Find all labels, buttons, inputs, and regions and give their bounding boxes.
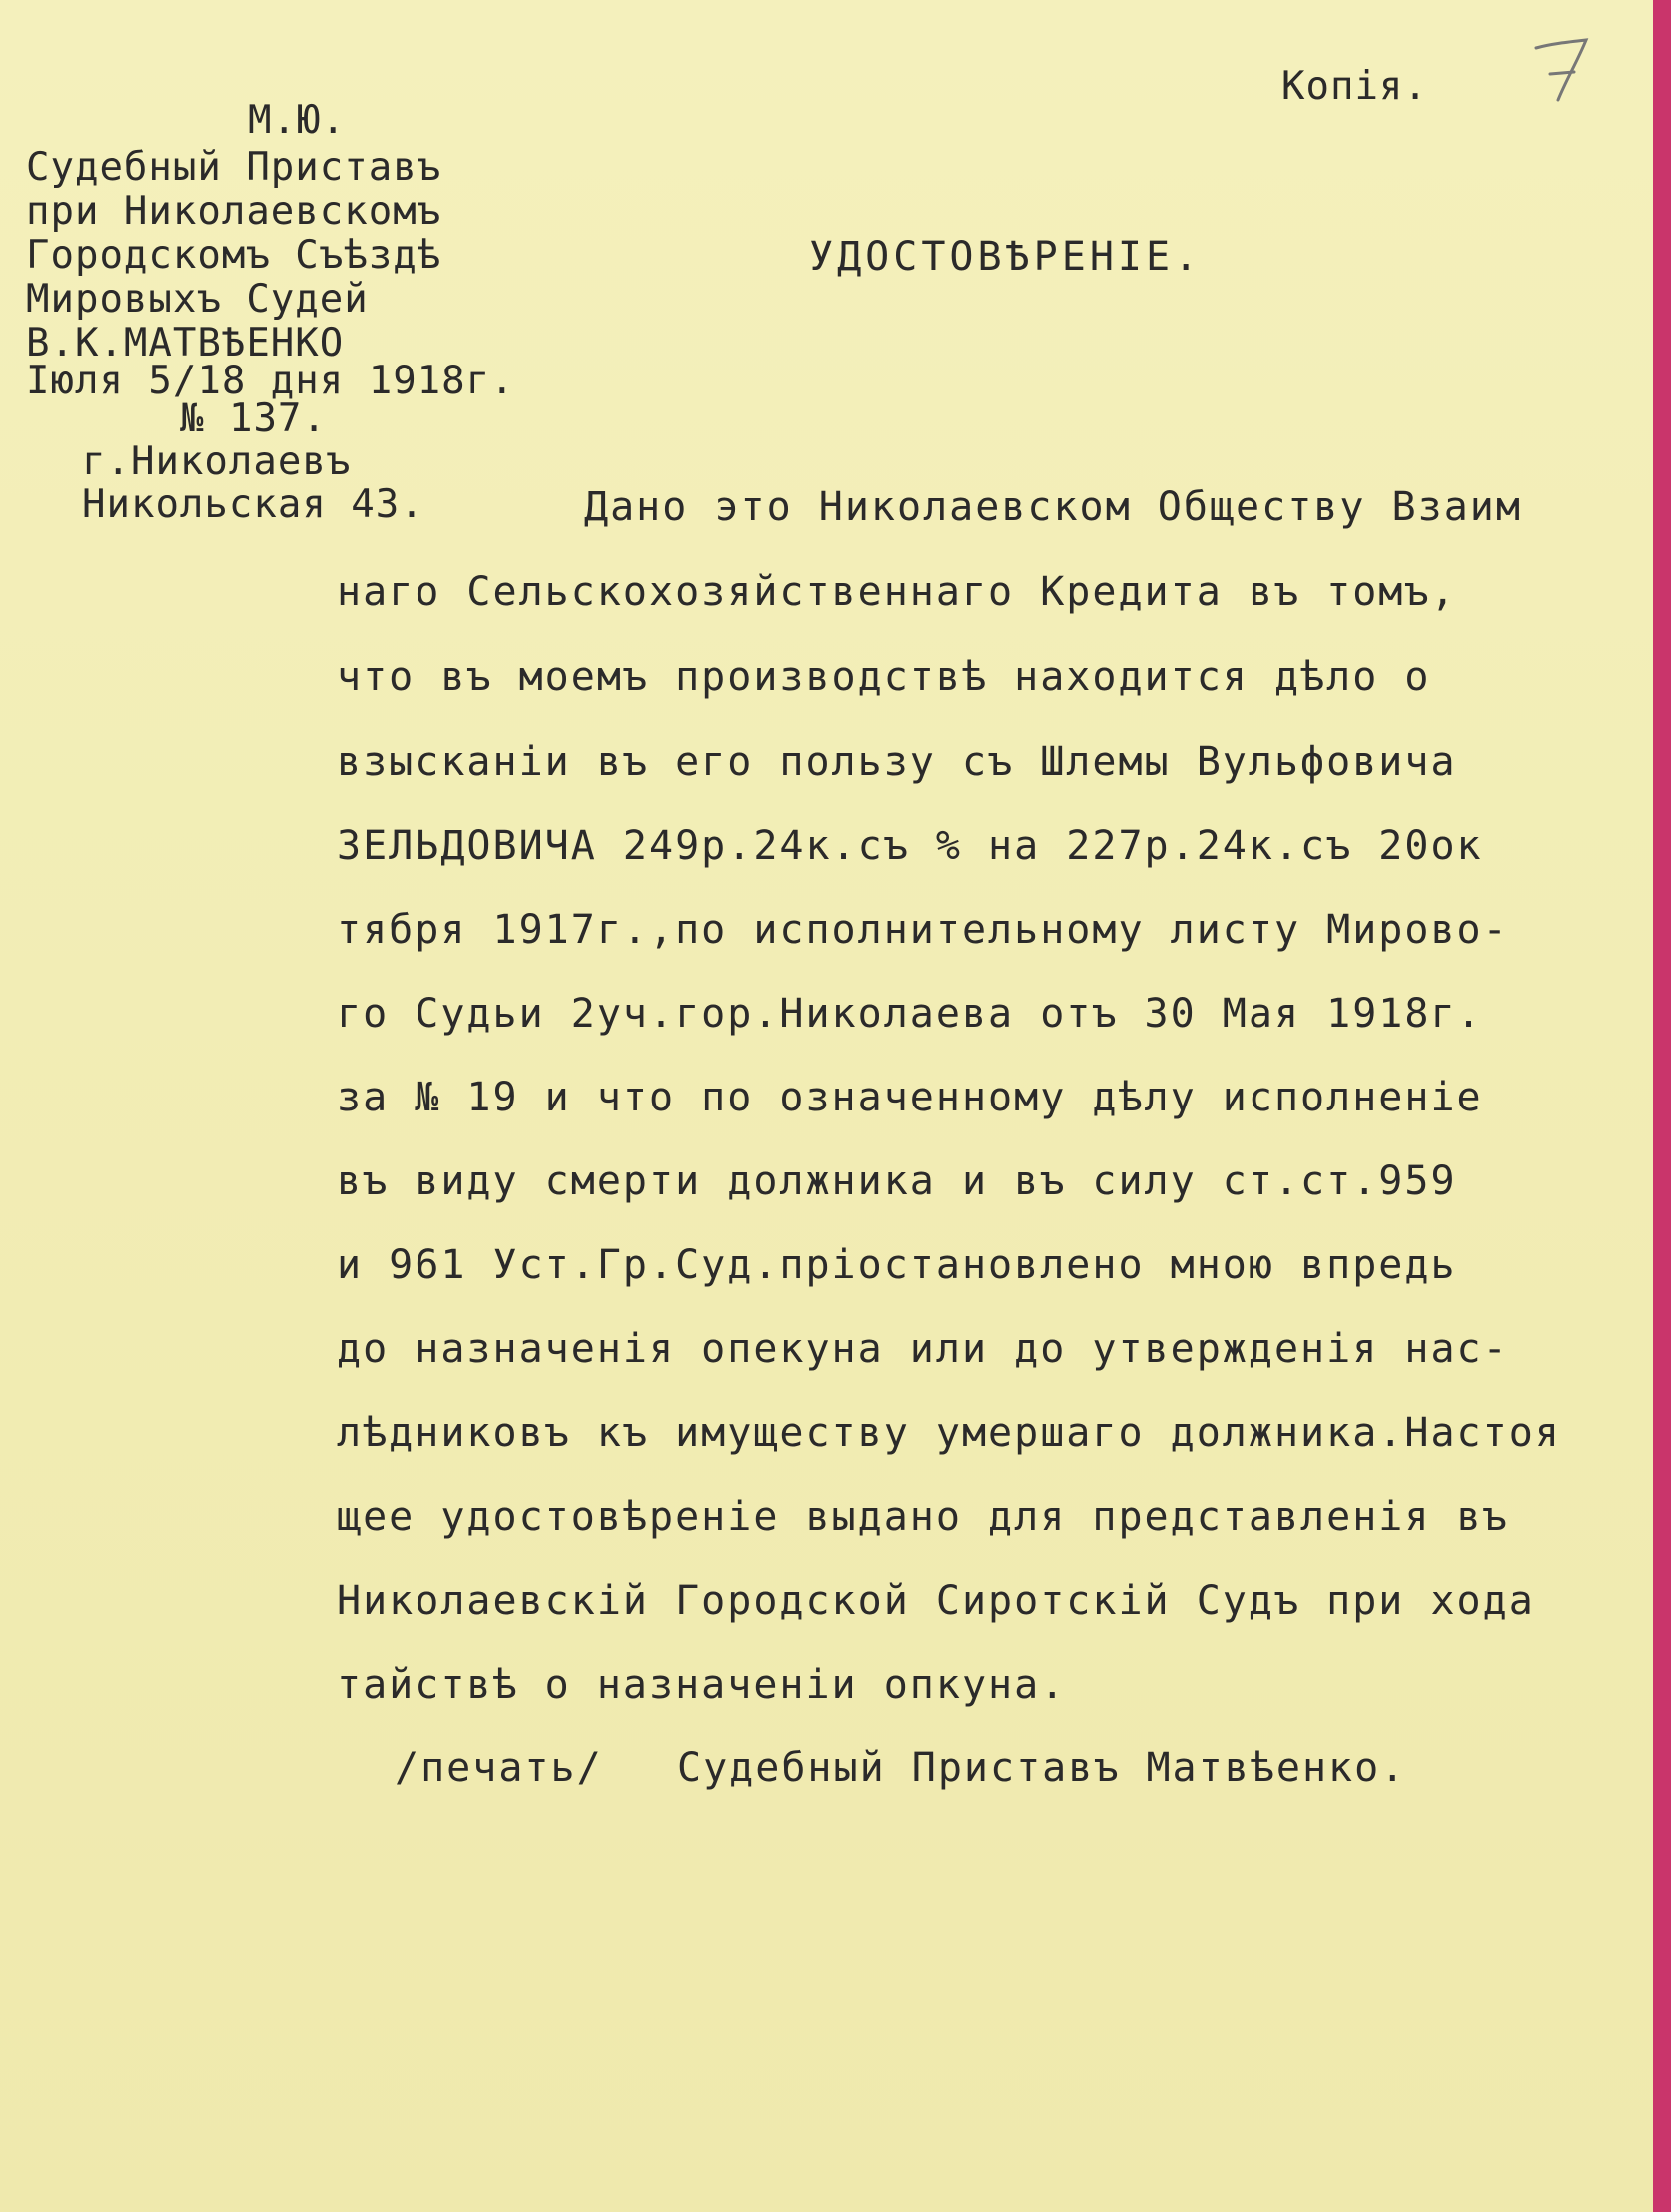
issuer-line-1: Судебный Приставъ: [26, 145, 442, 190]
issuer-line-4: Мировыхъ Судей: [26, 277, 369, 322]
handwritten-page-mark: [1528, 30, 1598, 110]
body-line-2: наго Сельскохозяйственнаго Кредита въ томъ,: [337, 569, 1457, 615]
body-line-9: въ виду смерти должника и въ силу ст.ст.959: [337, 1158, 1457, 1204]
seal-note: /печать/: [395, 1745, 603, 1791]
body-line-12: лѣдниковъ къ имуществу умершаго должника.Настоя: [337, 1410, 1561, 1456]
body-line-14: Николаевскій Городской Сиротскій Судъ при хода: [337, 1578, 1535, 1624]
document-title: УДОСТОВѢРЕНІЕ.: [809, 234, 1203, 280]
body-line-7: го Судьи 2уч.гор.Николаева отъ 30 Мая 1918г.: [337, 991, 1483, 1037]
body-line-13: щее удостовѣреніе выдано для представленія въ: [337, 1494, 1509, 1540]
body-line-5: ЗЕЛЬДОВИЧА 249р.24к.съ % на 227р.24к.съ 20ок: [337, 823, 1483, 869]
body-line-10: и 961 Уст.Гр.Суд.пріостановлено мною впредь: [337, 1242, 1457, 1288]
address-line: Никольская 43.: [82, 482, 424, 527]
body-line-8: за № 19 и что по означенному дѣлу исполненіе: [337, 1075, 1483, 1120]
issuer-line-5: В.К.МАТВѢЕНКО: [26, 321, 345, 366]
date-line: Іюля 5/18 дня 1918г.: [26, 359, 515, 403]
issuer-line-3: Городскомъ Съѣздѣ: [26, 233, 442, 278]
page-edge-strip: [1653, 0, 1671, 2212]
copy-label: Копія.: [1281, 64, 1428, 109]
city-line: г.Николаевъ: [82, 439, 352, 484]
body-line-3: что въ моемъ производствѣ находится дѣло о: [337, 654, 1431, 700]
body-line-6: тября 1917г.,по исполнительному листу Мирово-: [337, 907, 1509, 953]
ministry-label: М.Ю.: [248, 98, 346, 143]
signature-line: Судебный Приставъ Матвѣенко.: [677, 1745, 1407, 1791]
body-line-11: до назначенія опекуна или до утвержденія нас-: [337, 1326, 1509, 1372]
issuer-line-2: при Николаевскомъ: [26, 189, 442, 234]
body-line-4: взысканіи въ его пользу съ Шлемы Вульфовича: [337, 739, 1457, 785]
body-line-15: тайствѣ о назначеніи опкуна.: [337, 1662, 1067, 1708]
body-line-1: Дано это Николаевском Обществу Взаим: [584, 484, 1522, 530]
number-line: № 137.: [180, 396, 327, 441]
